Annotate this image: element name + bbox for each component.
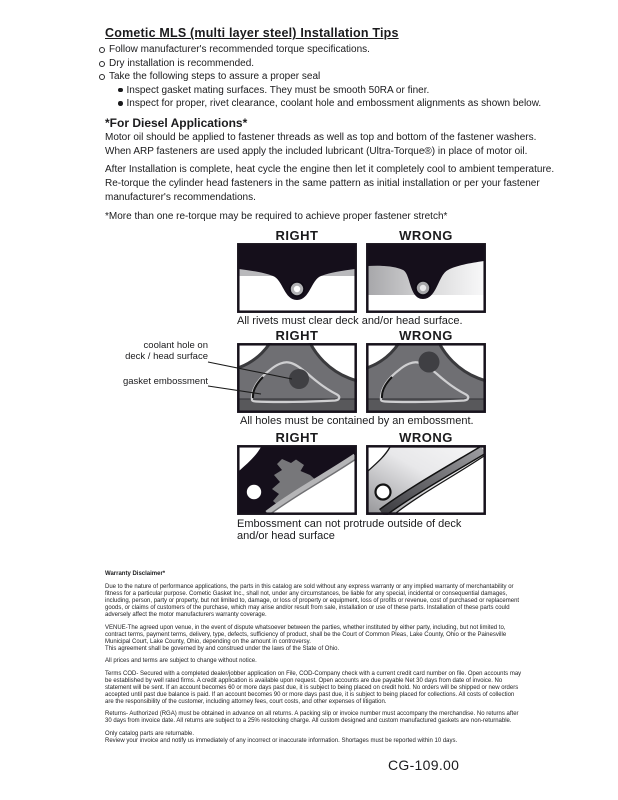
circle-bullet-icon [99,74,105,80]
tip-item [99,44,569,58]
wrong-label: WRONG [399,228,453,243]
tip-text: Inspect gasket mating surfaces. They must be smooth 50RA or finer. [126,84,430,96]
circle-bullet-icon [99,61,105,67]
right-label: RIGHT [275,430,319,445]
callout-connector-lines [204,340,304,400]
dot-bullet-icon [118,88,123,93]
warranty-paragraph: Review your invoice and notify us immediately of any incorrect or inaccurate information. Shortages must be reported within 10 days. [105,737,458,744]
warranty-paragraph: VENUE-The agreed upon venue, in the event of dispute whatsoever between the parties, whether instituted by either party, including, but not limited to, contract terms, payment terms, delivery, type, defects, sufficiency of product, shall be the Court of Common Pleas, Lake County, Ohio or the Painesville Municipal Court, Lake County, Ohio, depending on the amount in controversy. [105,624,507,645]
callout-text: deck / head surface [125,351,208,362]
warranty-paragraph: Only catalog parts are returnable. [105,730,195,737]
warranty-title: Warranty Disclaimer* [105,571,166,577]
diagram-embossment-wrong [366,343,486,413]
callout-text: coolant hole on [143,340,208,351]
tip-subitem [118,85,569,99]
tip-item [99,58,569,72]
tip-text: Dry installation is recommended. [109,57,255,69]
diagram-rivet-right [237,243,357,313]
diagram-protrusion-wrong [366,445,486,515]
rivet-center [420,285,426,291]
tip-subitem [118,98,569,112]
diesel-paragraph-1: Motor oil should be applied to fastener threads as well as top and bottom of the fastener washers. When ARP fasteners are used apply the included lubricant (Ultra-Torque®) in place of motor oil. [105,132,537,158]
row1-caption: All rivets must clear deck and/or head surface. [237,315,463,327]
coolant-hole-shape [419,352,440,373]
warranty-section [105,571,523,750]
page-title: Cometic MLS (multi layer steel) Installation Tips [105,26,399,41]
warranty-paragraph: Due to the nature of performance applications, the parts in this catalog are sold without any express warranty or any implied warranty of merchantability or fitness for a particular purpose. Cometic Gasket Inc., shall not, under any circumstances, be liable for any special, incidental or consequential damages, including, person, party or property, but not limited to, damage, or loss of property or equipment, loss of profits or revenue, cost of purchased or replacement goods, or claims of customers of the purchase, which may arise and/or result from sale, installation or use of these parts. Installation of these parts could adversely affect the motor manufacturers warranty coverage. [105,584,520,618]
wrong-label: WRONG [399,430,453,445]
warranty-paragraph: Terms COD- Secured with a completed dealer/jobber application on File, COD-Company check with a current credit card number on file. Open accounts may be established by well rated firms. A credit application is available upon request. Open accounts are due payable Net 30 days from date of invoice. No statement will be sent. If an account becomes 60 or more days past due, it is subject to being placed on credit hold. No orders will be shipped or new orders accepted until past due balance is paid. If an account becomes 90 or more days past due, it is subject to being placed for collections. All costs of collection are the responsibility of the customer, including attorney fees, court costs, and other expenses of litigation. [105,670,522,705]
embossment-pointer-line [208,386,261,394]
tip-item [99,71,569,85]
diesel-paragraph-2: After Installation is complete, heat cycle the engine then let it completely cool to ambient temperature. Re-torque the cylinder head fasteners in the same pattern as initial installation or per your fastener manufacturer's recommendations. [105,164,555,204]
coolant-hole-callout [96,340,208,362]
bolt-hole-shape [247,485,261,499]
row3-caption [237,519,497,542]
diagram-rivet-wrong [366,243,486,313]
row2-caption: All holes must be contained by an embossment. [240,415,474,427]
tip-text: Inspect for proper, rivet clearance, coolant hole and embossment alignments as shown below. [126,98,542,109]
tip-text: Follow manufacturer's recommended torque specifications. [109,44,370,55]
right-label: RIGHT [275,328,319,343]
gasket-embossment-callout: gasket embossment [122,376,208,387]
tips-list [99,44,569,112]
dot-bullet-icon [118,101,123,106]
caption-line: Embossment can not protrude outside of deck [237,518,462,530]
catalog-page-code: CG-109.00 [388,757,460,773]
wrong-label: WRONG [399,328,453,343]
diagram-protrusion-right [237,445,357,515]
right-label: RIGHT [275,228,319,243]
warranty-paragraph: Returns- Authorized (RGA) must be obtained in advance on all returns. A packing slip or invoice number must accompany the merchandise. No returns after 30 days from invoice date. All returns are subject to a 25% restocking charge. All custom designed and custom manufactured gaskets are non-returnable. [105,711,519,724]
caption-line: and/or head surface [237,529,335,542]
bolt-hole-shape [376,485,391,500]
tip-text: Take the following steps to assure a proper seal [109,71,321,82]
warranty-paragraph: This agreement shall be governed by and construed under the laws of the State of Ohio. [105,645,340,652]
warranty-paragraph: All prices and terms are subject to change without notice. [105,658,257,664]
circle-bullet-icon [99,47,105,53]
rivet-center [294,286,300,292]
diesel-section-heading: *For Diesel Applications* [105,116,248,130]
coolant-hole-pointer-line [208,362,292,379]
retorque-note: *More than one re-torque may be required to achieve proper fastener stretch* [105,211,448,222]
